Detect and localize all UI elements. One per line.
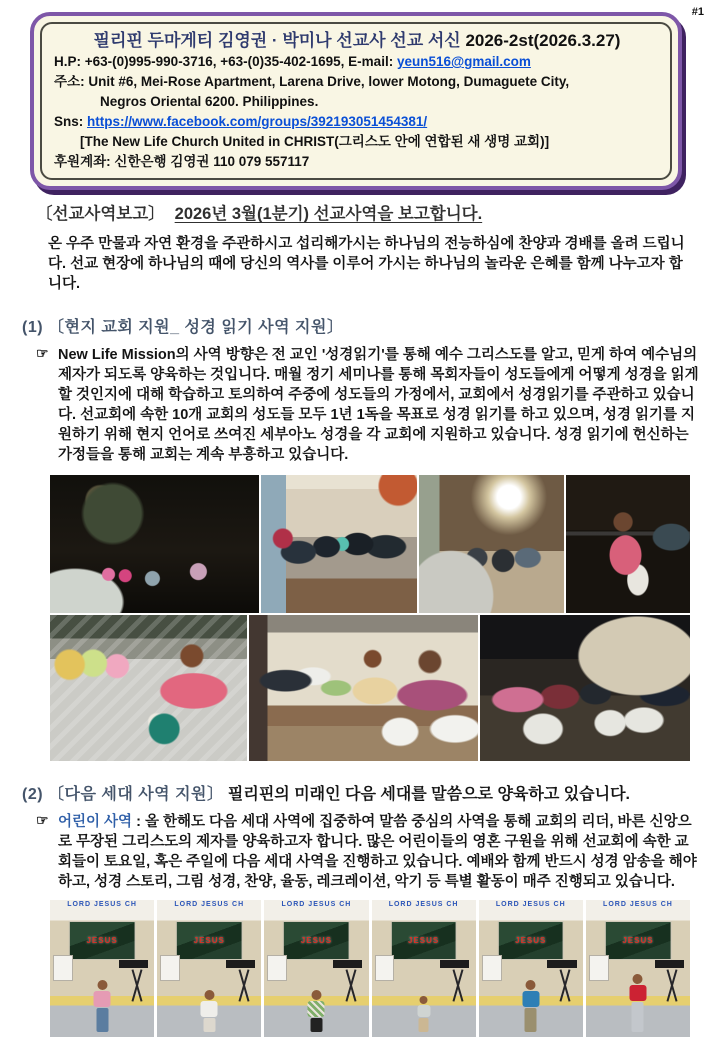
child-figure — [94, 980, 111, 1032]
keyboard-stand — [655, 960, 684, 968]
photo-bible-reading-1 — [50, 475, 259, 613]
section2-text — [58, 812, 702, 892]
photo-child-4 — [372, 900, 476, 1037]
section1-heading: (1) 〔현지 교회 지원_ 성경 읽기 사역 지원〕 — [22, 319, 344, 336]
lord-jesus-banner-text: LORD JESUS CH — [495, 901, 566, 908]
section2-heading-rest: 필리핀의 미래인 다음 세대를 말씀으로 양육하고 있습니다. — [223, 786, 630, 803]
report-section-label: 〔선교사역보고〕 — [36, 205, 165, 223]
photo-bible-reading-3 — [419, 475, 565, 613]
lord-jesus-banner-text: LORD JESUS CH — [603, 901, 673, 908]
whiteboard — [53, 955, 73, 982]
keyboard-stand — [547, 960, 576, 968]
photo-child-2 — [157, 900, 261, 1037]
report-body — [0, 200, 720, 1037]
photo-child-3 — [264, 900, 368, 1037]
pointer-icon: ☞ — [36, 812, 49, 828]
jesus-poster: JESUS — [69, 921, 136, 960]
jesus-poster: JESUS — [497, 921, 564, 960]
section1-paragraph — [36, 345, 702, 465]
keyboard-stand — [119, 960, 148, 968]
newsletter-title — [54, 29, 660, 52]
collage1-row-1 — [50, 475, 690, 613]
photo-bible-reading-2 — [261, 475, 416, 613]
email-link[interactable]: yeun516@gmail.com — [396, 54, 531, 69]
keyboard-stand — [333, 960, 362, 968]
child-figure — [417, 996, 430, 1032]
bank-account-line: 후원계좌: 신한은행 김영권 110 079 557117 — [54, 154, 310, 169]
whiteboard — [267, 955, 287, 982]
whiteboard — [589, 955, 609, 982]
section2-heading-label: (2) 〔다음 세대 사역 지원〕 — [22, 786, 224, 803]
lord-jesus-banner-text: LORD JESUS CH — [281, 901, 352, 908]
jesus-poster: JESUS — [176, 921, 243, 960]
child-figure — [522, 980, 539, 1032]
jesus-poster: JESUS — [390, 921, 457, 960]
lord-jesus-banner-text: LORD JESUS CH — [174, 901, 245, 908]
phone-text: H.P: +63-(0)995-990-3716, +63-(0)35-402-1695, E-mail: — [54, 54, 397, 69]
photo-child-5 — [479, 900, 583, 1037]
header-box — [30, 12, 682, 190]
photo-bible-reading-4 — [566, 475, 690, 613]
sns-label: Sns: — [54, 114, 88, 129]
photo-bible-reading-6 — [249, 615, 478, 761]
section1-text: New Life Mission의 사역 방향은 전 교인 '성경읽기'를 통해 예수 그리스도를 알고, 믿게 하여 예수님의 제자가 되도록 양육하는 것입니다. 매월 정기 세미나를 통해 목회자들이 성도들에게 어떻게 성경을 읽게 할 것인지에 대해 학습하고 토의하여 주중에 성도들의 가정에서, 교회에서 성경읽기를 주관하고 있습니다. 선교회에 속한 10개 교회의 성도들 모두 1년 1독을 목표로 성경 읽기를 하고 있으며, 성경 읽기를 지원하기 위해 현지 언어로 쓰여진 세부아노 성경을 각 교회에 지원하고 있습니다. 성경 읽기에 헌신하는 가정들을 통해 교회는 계속 부흥하고 있습니다. — [58, 347, 699, 463]
child-figure — [629, 974, 646, 1032]
photo-child-6 — [586, 900, 690, 1037]
bible-reading-collage — [50, 475, 690, 761]
address-line-1: 주소: Unit #6, Mei-Rose Apartment, Larena Drive, lower Motong, Dumaguete City, — [54, 74, 570, 89]
newsletter-title-kr: 필리핀 두마게티 김영권 · 박미나 선교사 선교 서신 — [93, 31, 461, 50]
lord-jesus-banner-text: LORD JESUS CH — [388, 901, 459, 908]
jesus-poster: JESUS — [283, 921, 350, 960]
newsletter-title-date: 2026-2st(2026.3.27) — [460, 31, 621, 50]
section2-heading — [22, 781, 720, 804]
church-name-line: [The New Life Church United in CHRIST(그리스도 안에 연합된 새 생명 교회)] — [80, 134, 550, 149]
children-ministry-body: 올 한해도 다음 세대 사역에 집중하여 말씀 중심의 사역을 통해 교회의 리더, 바른 신앙으로 무장된 그리스도의 제자를 양육하고자 합니다. 많은 어린이들의 영혼 구원을 위해 선교회에 속한 교회들이 토요일, 혹은 주일에 다음 세대 사역을 진행하고 있습니다. 예배와 함께 반드시 성경 암송을 해야 하고, 성경 스토리, 그림 성경, 찬양, 율동, 레크레이션, 악기 등 특별 활동이 매주 진행되고 있습니다. — [58, 814, 697, 890]
whiteboard — [160, 955, 180, 982]
page-number: #1 — [691, 6, 704, 18]
children-ministry-separator: : — [132, 814, 145, 830]
sns-line — [54, 112, 660, 132]
section2-paragraph — [36, 812, 702, 892]
pointer-icon: ☞ — [36, 345, 49, 361]
photo-bible-reading-7 — [480, 615, 690, 761]
address-line-2: Negros Oriental 6200. Philippines. — [100, 94, 319, 109]
whiteboard — [482, 955, 502, 982]
facebook-link[interactable]: https://www.facebook.com/groups/392193051454381/ — [87, 114, 428, 129]
intro-paragraph: 온 우주 만물과 자연 환경을 주관하시고 섭리해가시는 하나님의 전능하심에 찬양과 경배를 올려 드립니다. 선교 현장에 하나님의 때에 당신의 역사를 이루어 가시는 하나님의 놀라운 은혜를 함께 나누고자 합니다. — [48, 236, 685, 292]
phone-line — [54, 52, 660, 72]
whiteboard — [375, 955, 395, 982]
header-box-inner — [40, 22, 672, 180]
child-figure — [308, 990, 325, 1032]
report-title — [36, 200, 720, 224]
child-figure — [201, 990, 218, 1032]
keyboard-stand — [226, 960, 255, 968]
children-ministry-collage — [50, 900, 690, 1037]
jesus-poster: JESUS — [605, 921, 672, 960]
report-section-title: 2026년 3월(1분기) 선교사역을 보고합니다. — [174, 205, 483, 223]
keyboard-stand — [440, 960, 469, 968]
collage1-row-2 — [50, 615, 690, 761]
lord-jesus-banner-text: LORD JESUS CH — [67, 901, 137, 908]
children-ministry-label: 어린이 사역 — [58, 814, 133, 830]
photo-bible-reading-5 — [50, 615, 247, 761]
photo-child-1 — [50, 900, 154, 1037]
